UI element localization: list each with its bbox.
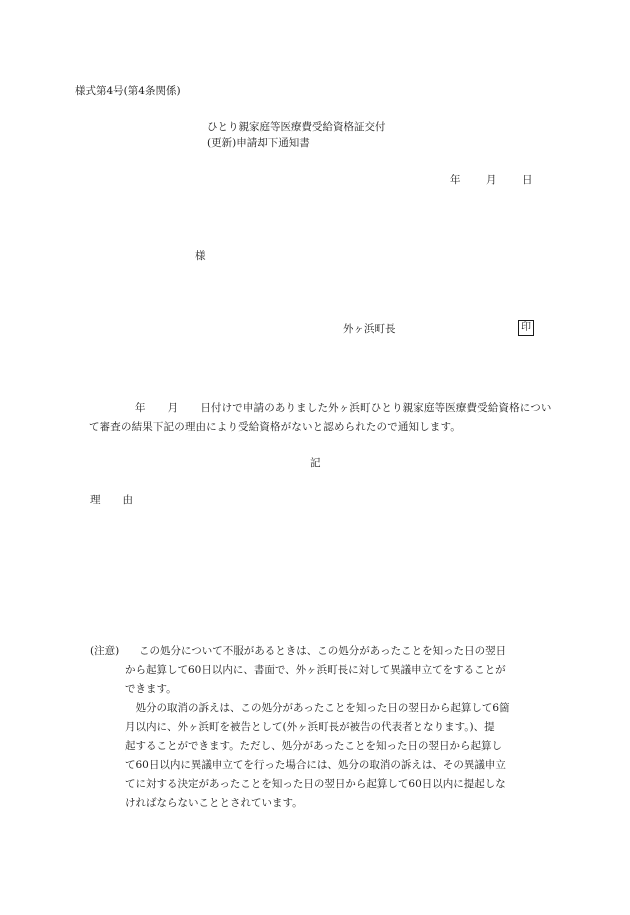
date-day-label: 日 bbox=[522, 174, 533, 186]
issuer-name: 外ヶ浜町長 bbox=[343, 323, 396, 335]
date-month-label: 月 bbox=[486, 174, 497, 186]
reason-label bbox=[90, 494, 133, 507]
note-line: て60日以内に異議申立てを行った場合には、処分の取消の訴えは、その異議申立 bbox=[125, 759, 506, 771]
ki-heading: 記 bbox=[310, 457, 321, 469]
body-text: 日付けで申請のありました外ヶ浜町ひとり親家庭等医療費受給資格について審査の結果下記の理由により受給資格がないと認められたので通知します。 bbox=[89, 402, 552, 433]
note-line: 処分の取消の訴えは、この処分があったことを知った日の翌日から起算して6箇 bbox=[125, 702, 510, 714]
note-line: できます。 bbox=[125, 683, 177, 695]
body-month-label: 月 bbox=[167, 402, 179, 414]
note-label: (注意) bbox=[90, 645, 120, 657]
reason-char1: 理 bbox=[90, 494, 101, 506]
note-line: から起算して60日以内に、書面で、外ヶ浜町長に対して異議申立てをすることが bbox=[125, 664, 506, 676]
note-line: 起することができます。ただし、処分があったことを知った日の翌日から起算し bbox=[125, 740, 503, 752]
form-number: 様式第4号(第4条関係) bbox=[75, 85, 181, 97]
note-line: この処分について不服があるときは、この処分があったことを知った日の翌日 bbox=[139, 645, 507, 657]
date-year-label: 年 bbox=[450, 174, 461, 186]
reason-char2: 由 bbox=[122, 494, 133, 506]
document-title-line1: ひとり親家庭等医療費受給資格証交付 bbox=[207, 121, 386, 133]
note-line: 月以内に、外ヶ浜町を被告として(外ヶ浜町長が被告の代表者となります。)、提 bbox=[125, 721, 495, 733]
recipient-honorific: 様 bbox=[195, 250, 206, 262]
note-line: ければならないこととされています。 bbox=[125, 797, 303, 809]
notice-body bbox=[89, 399, 557, 437]
seal-mark: 印 bbox=[518, 320, 534, 336]
note-line: てに対する決定があったことを知った日の翌日から起算して60日以内に提起しな bbox=[125, 778, 506, 790]
document-title-line2: (更新)申請却下通知書 bbox=[207, 137, 310, 149]
body-year-label: 年 bbox=[135, 402, 146, 414]
